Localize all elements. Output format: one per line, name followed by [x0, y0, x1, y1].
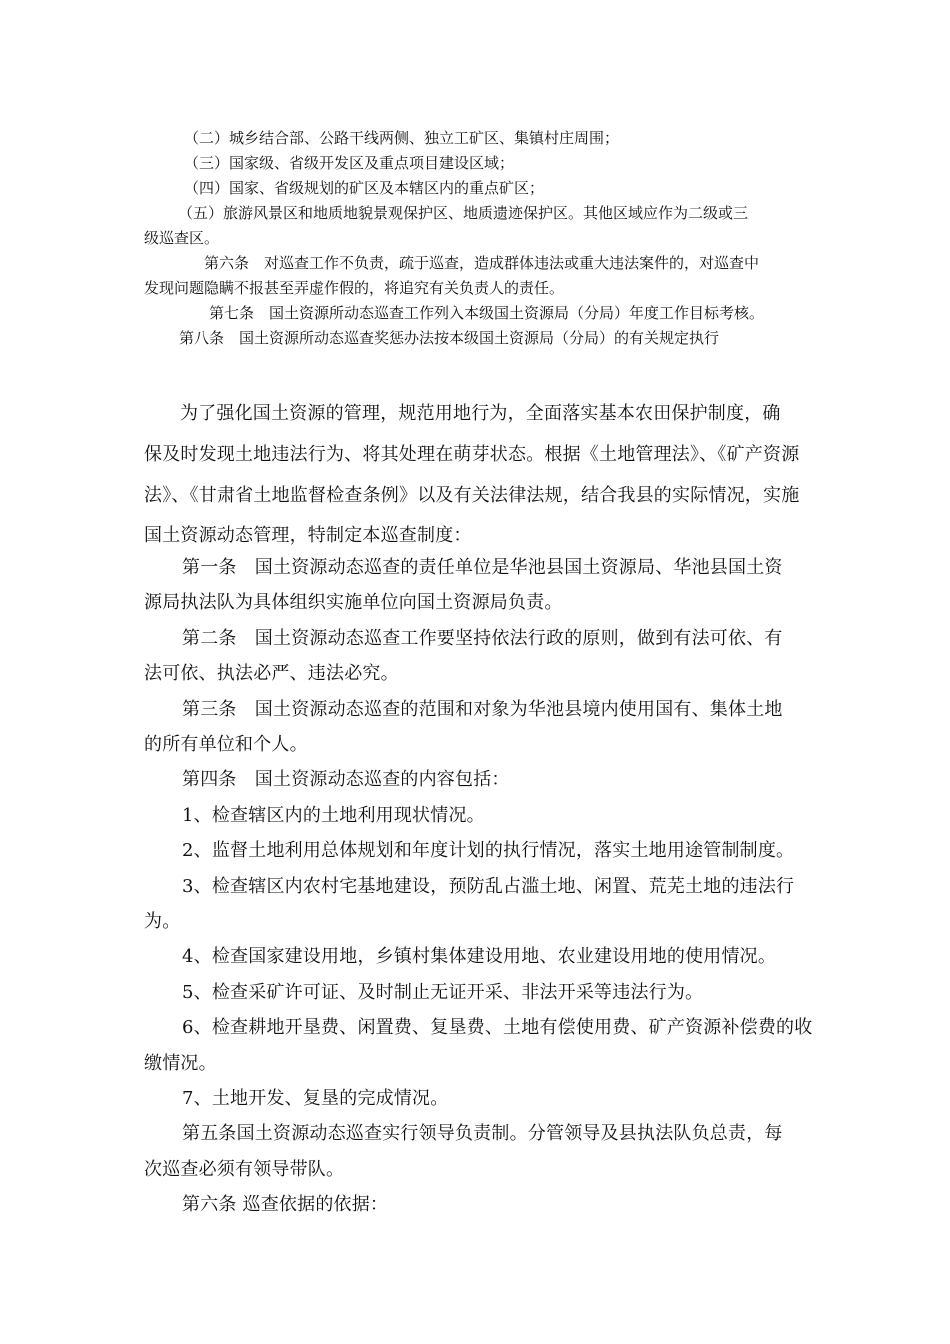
- clause-line: （四）国家、省级规划的矿区及本辖区内的重点矿区；: [184, 179, 545, 197]
- body-line: 第五条国土资源动态巡查实行领导负责制。分管领导及县执法队负总责，每: [182, 1123, 783, 1144]
- body-line: 源局执法队为具体组织实施单位向国土资源局负责。: [144, 592, 563, 613]
- clause-line: 发现问题隐瞒不报甚至弄虚作假的，将追究有关负责人的责任。: [144, 279, 565, 297]
- body-line: 法可依、执法必严、违法必究。: [144, 663, 399, 684]
- clause-line: （三）国家级、省级开发区及重点项目建设区域；: [184, 154, 515, 172]
- clause-line: 第六条 对巡查工作不负责，疏于巡查，造成群体违法或重大违法案件的，对巡查中: [204, 254, 760, 272]
- body-line: 第三条 国土资源动态巡查的范围和对象为华池县境内使用国有、集体土地: [182, 699, 783, 720]
- body-line: 5、检查采矿许可证、及时制止无证开采、非法开采等违法行为。: [182, 982, 704, 1003]
- body-line: 第四条 国土资源动态巡查的内容包括：: [182, 769, 510, 790]
- body-line: 1、检查辖区内的土地利用现状情况。: [182, 805, 485, 826]
- clause-line: 级巡查区。: [144, 229, 220, 247]
- body-line: 国土资源动态管理，特制定本巡查制度：: [144, 525, 472, 546]
- body-line: 7、土地开发、复垦的完成情况。: [182, 1088, 449, 1109]
- body-line: 2、监督土地利用总体规划和年度计划的执行情况，落实土地用途管制制度。: [182, 840, 795, 861]
- clause-line: （二）城乡结合部、公路干线两侧、独立工矿区、集镇村庄周围；: [184, 129, 620, 147]
- clause-line: 第七条 国土资源所动态巡查工作列入本级国土资源局（分局）年度工作目标考核。: [209, 304, 765, 322]
- body-line: 3、检查辖区内农村宅基地建设，预防乱占滥土地、闲置、荒芜土地的违法行: [182, 876, 795, 897]
- body-line: 保及时发现土地违法行为、将其处理在萌芽状态。根据《土地管理法》、《矿产资源: [144, 444, 800, 465]
- body-line: 6、检查耕地开垦费、闲置费、复垦费、土地有偿使用费、矿产资源补偿费的收: [182, 1017, 813, 1038]
- body-line: 第一条 国土资源动态巡查的责任单位是华池县国土资源局、华池县国土资: [182, 557, 783, 578]
- clause-line: 第八条 国土资源所动态巡查奖惩办法按本级国土资源局（分局）的有关规定执行: [179, 329, 720, 347]
- body-line: 4、检查国家建设用地，乡镇村集体建设用地、农业建设用地的使用情况。: [182, 946, 777, 967]
- body-line: 为。: [144, 911, 181, 932]
- clause-line: （五）旅游风景区和地质地貌景观保护区、地质遗迹保护区。其他区域应作为二级或三: [178, 204, 749, 222]
- body-line: 的所有单位和个人。: [144, 734, 308, 755]
- body-line: 第二条 国土资源动态巡查工作要坚持依法行政的原则，做到有法可依、有: [182, 628, 783, 649]
- body-line: 第六条 巡查依据的依据：: [182, 1194, 389, 1215]
- body-line: 缴情况。: [144, 1053, 217, 1074]
- body-line: 次巡查必须有领导带队。: [144, 1159, 345, 1180]
- body-line: 为了强化国土资源的管理，规范用地行为，全面落实基本农田保护制度，确: [180, 403, 781, 424]
- body-line: 法》、《甘肃省土地监督检查条例》以及有关法律法规，结合我县的实际情况，实施: [144, 485, 800, 506]
